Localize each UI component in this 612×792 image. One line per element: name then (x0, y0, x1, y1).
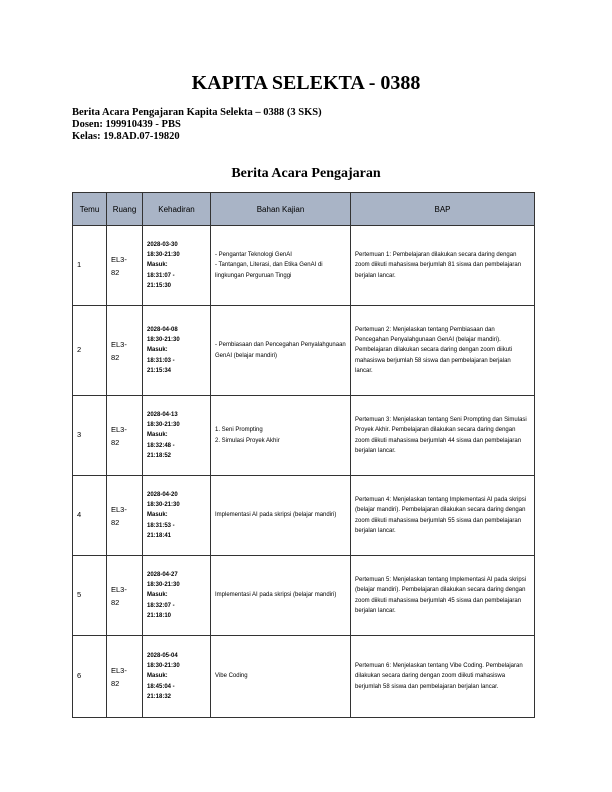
document-meta (72, 107, 322, 143)
cell-kehadiran: 2028-04-27 18:30-21:30 Masuk: 18:32:07 - 21:18:10 (143, 556, 211, 636)
cell-temu: 6 (73, 636, 107, 718)
table-row (73, 476, 535, 556)
section-title: Berita Acara Pengajaran (231, 166, 381, 181)
cell-bahan-kajian: - Pengantar Teknologi GenAI - Tantangan, Literasi, dan Etika GenAI di lingkungan Perguruan Tinggi (211, 226, 351, 306)
cell-ruang: EL3- 82 (107, 476, 143, 556)
cell-ruang: EL3- 82 (107, 556, 143, 636)
cell-bahan-kajian: - Pembiasaan dan Pencegahan Penyalahgunaan GenAI (belajar mandiri) (211, 306, 351, 396)
bap-table (72, 192, 535, 718)
header-temu: Temu (73, 193, 107, 226)
header-kehadiran: Kehadiran (143, 193, 211, 226)
cell-ruang: EL3- 82 (107, 306, 143, 396)
cell-bap: Pertemuan 2: Menjelaskan tentang Pembiasaan dan Pencegahan Penyalahgunaan GenAI (belajar mandiri). Pembelajaran dilakukan secara daring dengan zoom diikuti mahasiswa berjumlah 58 siswa dan pembelajaran berjalan lancar. (351, 306, 535, 396)
header-bahan-kajian: Bahan Kajian (211, 193, 351, 226)
cell-ruang: EL3- 82 (107, 396, 143, 476)
cell-bahan-kajian: Vibe Coding (211, 636, 351, 718)
cell-temu: 1 (73, 226, 107, 306)
cell-bahan-kajian: Implementasi AI pada skripsi (belajar mandiri) (211, 556, 351, 636)
cell-temu: 5 (73, 556, 107, 636)
cell-kehadiran: 2028-03-30 18:30-21:30 Masuk: 18:31:07 - 21:15:30 (143, 226, 211, 306)
cell-bap: Pertemuan 3: Menjelaskan tentang Seni Prompting dan Simulasi Proyek Akhir. Pembelajaran dilakukan secara daring dengan zoom diikuti mahasiswa berjumlah 44 siswa dan pembelajaran berjalan lancar. (351, 396, 535, 476)
cell-temu: 4 (73, 476, 107, 556)
table-header-row (73, 193, 535, 226)
table-row (73, 636, 535, 718)
cell-ruang: EL3- 82 (107, 636, 143, 718)
lecturer-line: Dosen: 199910439 - PBS (72, 119, 181, 130)
table-row (73, 306, 535, 396)
cell-bap: Pertemuan 6: Menjelaskan tentang Vibe Coding. Pembelajaran dilakukan secara daring dengan zoom diikuti mahasiswa berjumlah 58 siswa dan pembelajaran berjalan lancar. (351, 636, 535, 718)
cell-kehadiran: 2028-04-20 18:30-21:30 Masuk: 18:31:53 - 21:18:41 (143, 476, 211, 556)
cell-ruang: EL3- 82 (107, 226, 143, 306)
table-row (73, 396, 535, 476)
table-row (73, 556, 535, 636)
cell-kehadiran: 2028-04-08 18:30-21:30 Masuk: 18:31:03 - 21:15:34 (143, 306, 211, 396)
cell-kehadiran: 2028-04-13 18:30-21:30 Masuk: 18:32:48 - 21:18:52 (143, 396, 211, 476)
header-ruang: Ruang (107, 193, 143, 226)
cell-bap: Pertemuan 1: Pembelajaran dilakukan secara daring dengan zoom diikuti mahasiswa berjumlah 81 siswa dan pembelajaran berjalan lancar. (351, 226, 535, 306)
cell-bahan-kajian: 1. Seni Prompting 2. Simulasi Proyek Akhir (211, 396, 351, 476)
class-line: Kelas: 19.8AD.07-19820 (72, 131, 180, 142)
table-row (73, 226, 535, 306)
course-line: Berita Acara Pengajaran Kapita Selekta – 0388 (3 SKS) (72, 107, 322, 118)
page-title: KAPITA SELEKTA - 0388 (191, 72, 421, 94)
cell-bahan-kajian: Implementasi AI pada skripsi (belajar mandiri) (211, 476, 351, 556)
cell-temu: 3 (73, 396, 107, 476)
cell-bap: Pertemuan 5: Menjelaskan tentang Implementasi AI pada skripsi (belajar mandiri). Pembelajaran dilakukan secara daring dengan zoom diikuti mahasiswa berjumlah 45 siswa dan pembelajaran berjalan lancar. (351, 556, 535, 636)
cell-kehadiran: 2028-05-04 18:30-21:30 Masuk: 18:45:04 - 21:18:32 (143, 636, 211, 718)
header-bap: BAP (351, 193, 535, 226)
cell-bap: Pertemuan 4: Menjelaskan tentang Implementasi AI pada skripsi (belajar mandiri). Pembelajaran dilakukan secara daring dengan zoom diikuti mahasiswa berjumlah 55 siswa dan pembelajaran berjalan lancar. (351, 476, 535, 556)
cell-temu: 2 (73, 306, 107, 396)
